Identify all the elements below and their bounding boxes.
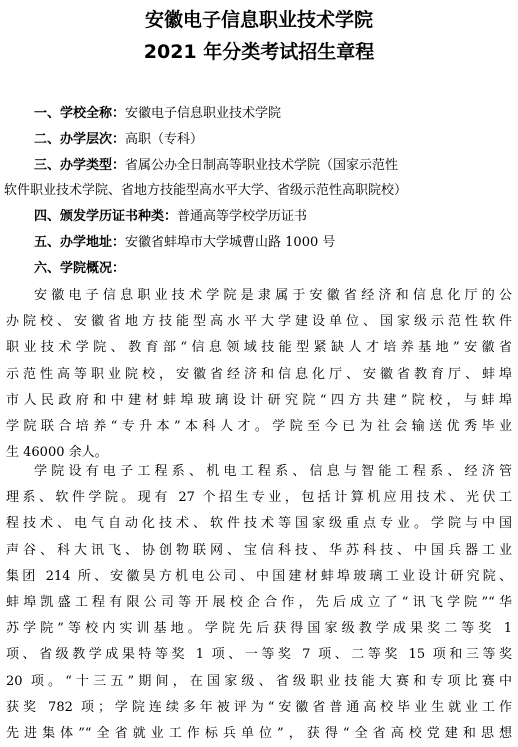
field-value: 普通高等学校学历证书 [177, 209, 308, 224]
field-value: 省属公办全日制高等职业技术学院（国家示范性 [125, 158, 399, 173]
paragraph-line: 职业技术学院、教育部“信息领域技能型紧缺人才培养基地”安徽省 [6, 340, 512, 356]
paragraph-line: 办院校、安徽省地方技能型高水平大学建设单位、国家级示范性软件 [6, 314, 512, 330]
paragraph-line: 先进集体”“全省就业工作标兵单位”，获得“全省高校党建和思想 [6, 725, 512, 741]
field-label: 一、学校全称： [34, 106, 126, 121]
paragraph-line: 安徽电子信息职业技术学院是隶属于安徽省经济和信息化厅的公 [34, 288, 512, 303]
paragraph-line: 示范性高等职业院校，安徽省经济和信息化厅、安徽省教育厅、蚌埠 [6, 366, 512, 382]
overview-paragraph-1 [6, 283, 512, 466]
field-certificate-type [34, 207, 307, 227]
field-school-level [34, 130, 203, 150]
paragraph-line: 学院联合培养“专升本”本科人才。学院至今已为社会输送优秀毕业 [6, 418, 512, 434]
field-school-type-continued [4, 181, 514, 201]
paragraph-line: 程技术、电气自动化技术、软件技术等国家级重点专业。学院与中国 [6, 516, 512, 532]
paragraph-line: 市人民政府和中建材蚌埠玻璃设计研究院“四方共建”院校，与蚌埠 [6, 392, 512, 408]
paragraph-line: 20 项。“十三五”期间，在国家级、省级职业技能大赛和专项比赛中 [6, 673, 512, 689]
field-school-type [34, 156, 398, 176]
paragraph-line: 声谷、科大讯飞、协创物联网、宝信科技、华苏科技、中国兵器工业 [6, 542, 512, 558]
field-label: 六、学院概况： [34, 261, 126, 276]
field-label: 四、颁发学历证书种类： [34, 209, 178, 224]
field-value: 安徽省蚌埠市大学城曹山路 1000 号 [125, 235, 336, 250]
paragraph-line: 学院设有电子工程系、机电工程系、信息与智能工程系、经济管 [34, 464, 512, 479]
field-label: 二、办学层次： [34, 132, 126, 147]
document-title: 安徽电子信息职业技术学院 [144, 9, 373, 31]
field-label: 三、办学类型： [34, 158, 126, 173]
field-school-name [34, 104, 281, 124]
paragraph-line: 苏学院”等校内实训基地。学院先后获得国家级教学成果奖二等奖 1 [6, 621, 512, 637]
field-value: 安徽电子信息职业技术学院 [125, 106, 282, 121]
field-value: 软件职业技术学院、省地方技能型高水平大学、省级示范性高职院校） [4, 183, 408, 198]
paragraph-line: 蚌埠凯盛工程有限公司等开展校企合作，先后成立了“讯飞学院”“华 [6, 594, 512, 610]
paragraph-line: 项、省级教学成果特等奖 1 项、一等奖 7 项、二等奖 15 项和三等奖 [6, 647, 512, 663]
paragraph-line: 获奖 782 项；学院连续多年被评为“安徽省普通高校毕业生就业工作 [6, 699, 512, 715]
document-subtitle: 2021 年分类考试招生章程 [143, 41, 375, 63]
field-value: 高职（专科） [125, 132, 204, 147]
paragraph-line: 理系、软件学院。现有 27 个招生专业，包括计算机应用技术、光伏工 [6, 490, 512, 506]
field-school-overview [34, 259, 125, 279]
overview-paragraph-2 [6, 459, 512, 747]
paragraph-line: 生 46000 余人。 [6, 445, 108, 461]
paragraph-line: 集团 214 所、安徽昊方机电公司、中国建材蚌埠玻璃工业设计研究院、 [6, 568, 512, 584]
field-school-address [34, 233, 335, 253]
field-label: 五、办学地址： [34, 235, 126, 250]
